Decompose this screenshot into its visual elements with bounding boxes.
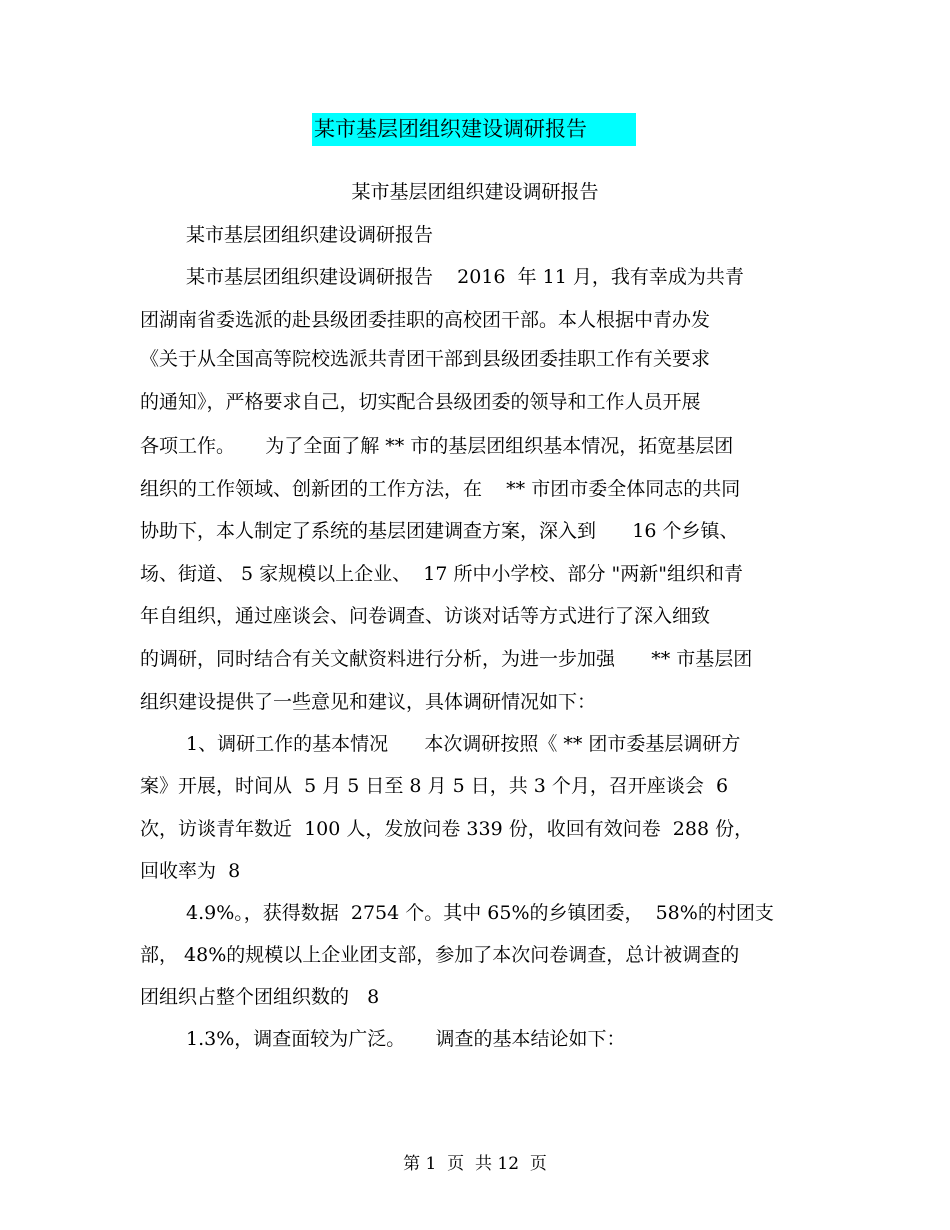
body-line: 组织的工作领域、创新团的工作方法，在 ** 市团市委全体同志的共同 (140, 478, 741, 500)
body-line: 1、调研工作的基本情况 本次调研按照《 ** 团市委基层调研方 (186, 733, 741, 755)
center-title: 某市基层团组织建设调研报告 (351, 181, 599, 203)
body-line: 场、街道、 5 家规模以上企业、 17 所中小学校、部分 "两新"组织和青 (140, 563, 743, 585)
body-line: 回收率为 8 (140, 860, 241, 882)
body-line: 的通知》，严格要求自己，切实配合县级团委的领导和工作人员开展 (140, 391, 701, 413)
body-line: 案》开展，时间从 5 月 5 日至 8 月 5 日，共 3 个月，召开座谈会 6 (140, 775, 729, 797)
body-line: 团湖南省委选派的赴县级团委挂职的高校团干部。本人根据中青办发 (140, 309, 711, 331)
body-line: 的调研，同时结合有关文献资料进行分析，为进一步加强 ** 市基层团 (140, 648, 753, 670)
body-line: 次，访谈青年数近 100 人，发放问卷 339 份，收回有效问卷 288 份， (140, 818, 754, 840)
body-line: 《关于从全国高等院校选派共青团干部到县级团委挂职工作有关要求 (140, 348, 711, 370)
body-line: 某市基层团组织建设调研报告 2016 年 11 月，我有幸成为共青 (186, 266, 744, 288)
body-line: 年自组织，通过座谈会、问卷调查、访谈对话等方式进行了深入细致 (140, 605, 711, 627)
body-line: 协助下，本人制定了系统的基层团建调查方案，深入到 16 个乡镇、 (140, 520, 739, 542)
body-line: 组织建设提供了一些意见和建议，具体调研情况如下： (140, 691, 597, 713)
body-line: 某市基层团组织建设调研报告 (186, 224, 434, 246)
highlighted-title: 某市基层团组织建设调研报告 (312, 113, 636, 146)
body-line: 4.9%。，获得数据 2754 个。其中 65%的乡镇团委， 58%的村团支 (186, 902, 774, 924)
page-number: 第 1 页 共 12 页 (403, 1154, 547, 1174)
body-line: 各项工作。 为了全面了解 ** 市的基层团组织基本情况，拓宽基层团 (140, 435, 734, 457)
body-line: 部， 48%的规模以上企业团支部，参加了本次问卷调查，总计被调查的 (140, 944, 740, 966)
body-line: 团组织占整个团组织数的 8 (140, 986, 380, 1008)
body-line: 1.3%，调查面较为广泛。 调查的基本结论如下： (186, 1028, 626, 1050)
